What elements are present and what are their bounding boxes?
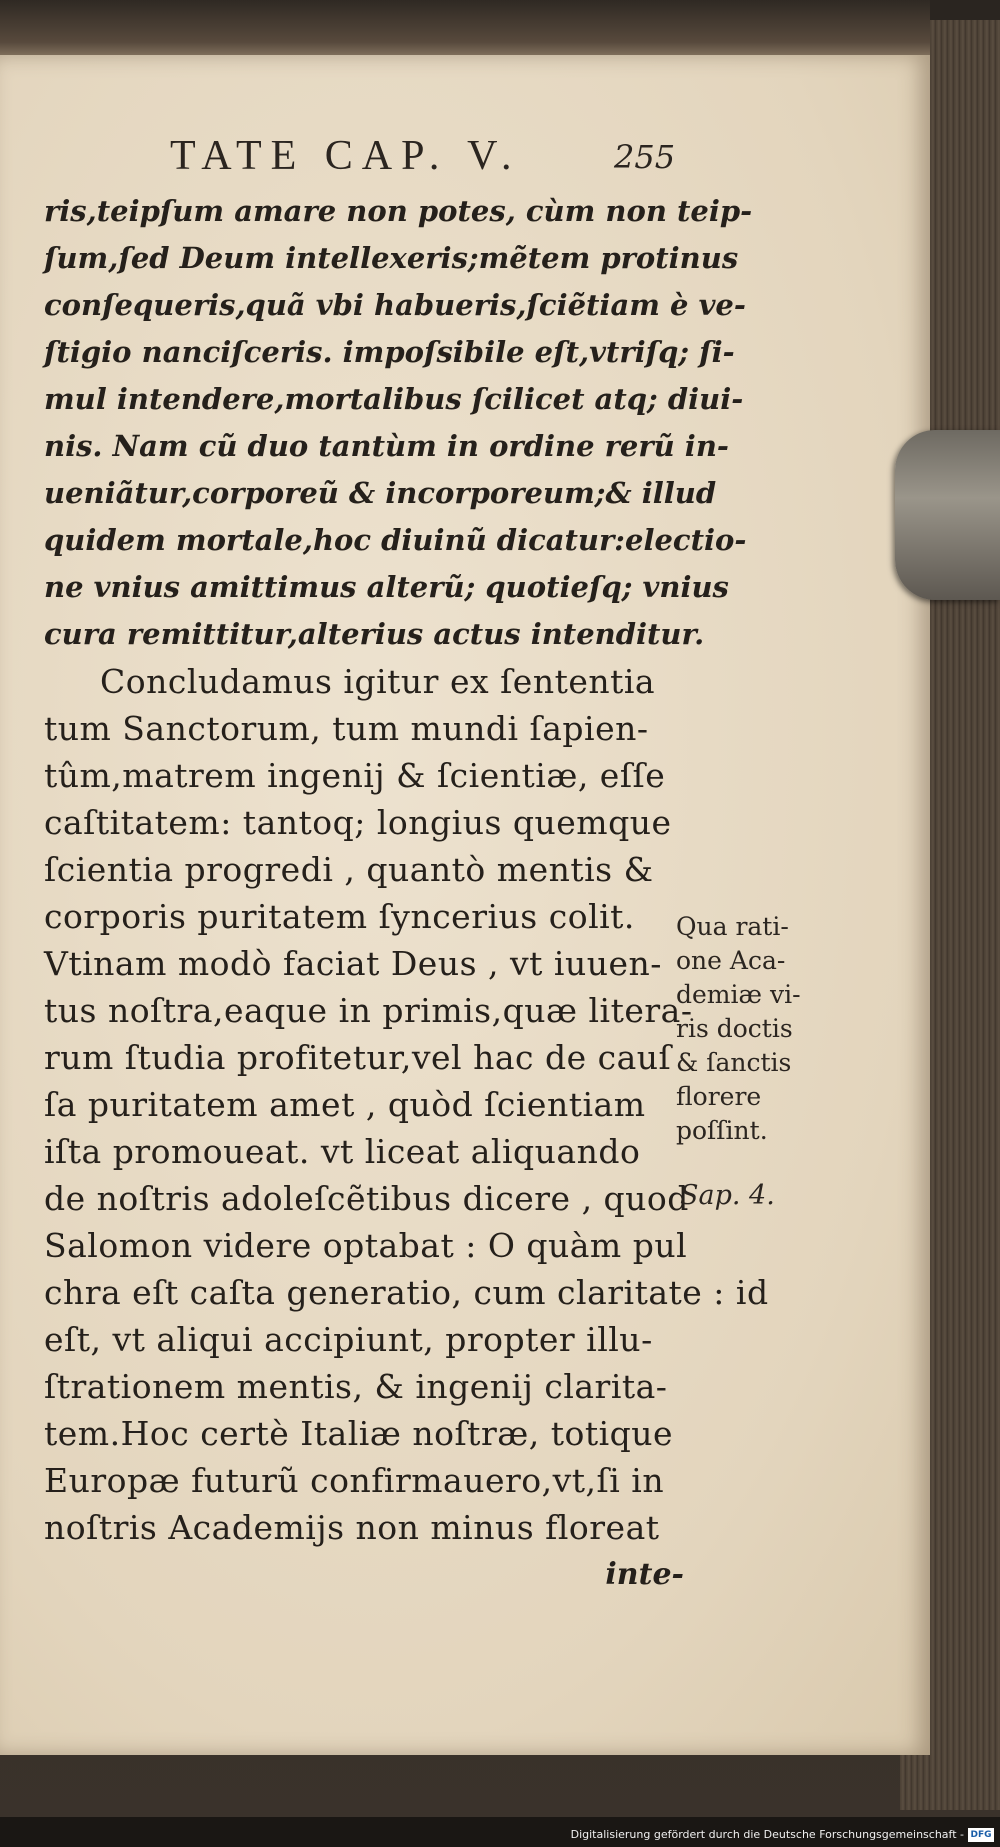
book-top-edge	[0, 0, 930, 60]
text-line: quidem mortale,hoc diuinũ dicatur:electio-	[44, 523, 747, 557]
text-line: corporis puritatem ſyncerius colit.	[44, 897, 635, 936]
text-line: Concludamus igitur ex ſententia	[100, 662, 656, 701]
text-line: conſequeris,quã vbi habueris,ſciẽtiam è ve-	[44, 288, 746, 322]
text-line: inte-	[605, 1557, 684, 1592]
text-line: ueniãtur,corporeũ & incorporeum;& illud	[44, 476, 717, 510]
text-line: ſcientia progredi , quantò mentis &	[44, 850, 654, 889]
text-line: ſa puritatem amet , quòd ſcientiam	[44, 1085, 646, 1124]
text-line: ſum,ſed Deum intellexeris;mẽtem protinus	[44, 241, 739, 275]
page-number: 255	[614, 138, 676, 176]
marginal-note-line: one Aca-	[676, 946, 786, 975]
text-line: Europæ futurũ confirmauero,vt,ſi in	[44, 1461, 665, 1500]
text-line: caſtitatem: tantoq; longius quemque	[44, 803, 672, 842]
text-line: tûm,matrem ingenij & ſcientiæ, eſſe	[44, 756, 666, 795]
digitization-credit: Digitalisierung gefördert durch die Deutsche Forschungsgemeinschaft -	[570, 1828, 964, 1841]
text-line: de noſtris adoleſcẽtibus dicere , quod	[44, 1179, 689, 1218]
dfg-logo: DFG	[968, 1828, 994, 1842]
marginal-note	[676, 910, 826, 1148]
page-clip	[895, 430, 1000, 600]
text-line: mul intendere,mortalibus ſcilicet atq; diui-	[44, 382, 744, 416]
text-line: ne vnius amittimus alterũ; quotieſq; vnius	[44, 570, 729, 604]
text-line: rum ſtudia profitetur,vel hac de cauſ	[44, 1038, 672, 1077]
sidenote-reference: Sap. 4.	[680, 1180, 775, 1211]
text-line: nis. Nam cũ duo tantùm in ordine rerũ in-	[44, 429, 729, 463]
text-line: iſta promoueat. vt liceat aliquando	[44, 1132, 641, 1171]
text-line: noſtris Academijs non minus floreat	[44, 1508, 660, 1547]
text-line: cura remittitur,alterius actus intenditur.	[44, 617, 705, 651]
marginal-note-line: poſſint.	[676, 1116, 768, 1145]
footer-bar	[0, 1817, 1000, 1847]
marginal-note-line: ris doctis	[676, 1014, 793, 1043]
text-line: tus noſtra,eaque in primis,quæ litera-	[44, 991, 693, 1030]
text-line: ris,teipſum amare non potes, cùm non teip-	[44, 194, 753, 228]
text-line: tum Sanctorum, tum mundi ſapien-	[44, 709, 649, 748]
text-line: eſt, vt aliqui accipiunt, propter illu-	[44, 1320, 653, 1359]
marginal-note-line: florere	[676, 1082, 762, 1111]
text-line: tem.Hoc certè Italiæ noſtræ, totique	[44, 1414, 674, 1453]
text-line: chra eſt caſta generatio, cum claritate : id	[44, 1273, 769, 1312]
marginal-note-line: & ſanctis	[676, 1048, 792, 1077]
text-line: Salomon videre optabat : O quàm pul	[44, 1226, 688, 1265]
text-line: ſtigio nanciſceris. impoſsibile eſt,vtriſq; ſi-	[44, 335, 735, 369]
text-line: Vtinam modò faciat Deus , vt iuuen-	[44, 944, 662, 983]
running-head: TATE CAP. V.	[170, 133, 521, 179]
marginal-note-line: Qua rati-	[676, 912, 789, 941]
text-line: ſtrationem mentis, & ingenij clarita-	[44, 1367, 668, 1406]
marginal-note-line: demiæ vi-	[676, 980, 801, 1009]
